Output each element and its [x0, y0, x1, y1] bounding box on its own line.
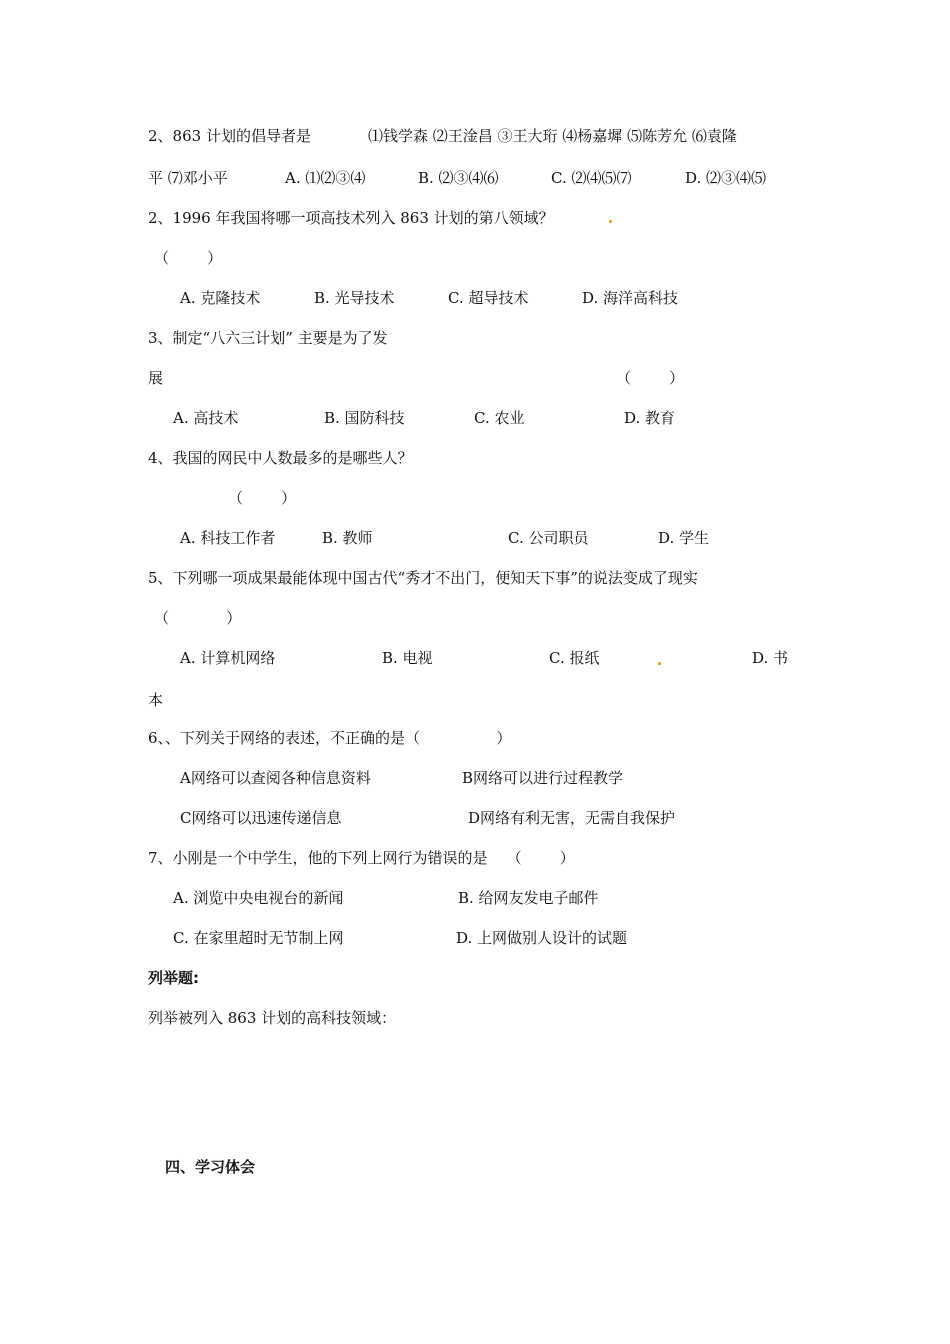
stray-dot — [609, 220, 612, 223]
q2b-option-c: C. 超导技术 — [448, 289, 529, 307]
q5-stem: 5、下列哪一项成果最能体现中国古代“秀才不出门，便知天下事”的说法变成了现实 — [148, 569, 698, 587]
q2b-paren: （ ） — [154, 249, 223, 267]
q4-option-b: B. 教师 — [322, 529, 373, 547]
q2a-option-b: B. ⑵③⑷⑹ — [418, 169, 499, 187]
q2b-option-d: D. 海洋高科技 — [582, 289, 679, 307]
q7-option-c: C. 在家里超时无节制上网 — [173, 929, 344, 947]
q5-paren: （ ） — [154, 609, 242, 627]
q6-option-a: A网络可以查阅各种信息资料 — [180, 769, 371, 787]
q6-option-b: B网络可以进行过程教学 — [462, 769, 624, 787]
q2a-option-d: D. ⑵③⑷⑸ — [685, 169, 767, 187]
q2b-option-a: A. 克隆技术 — [180, 289, 261, 307]
q3-option-d: D. 教育 — [624, 409, 676, 427]
q7-option-d: D. 上网做别人设计的试题 — [456, 929, 628, 947]
q4-option-a: A. 科技工作者 — [180, 529, 276, 547]
q7-stem: 7、小刚是一个中学生，他的下列上网行为错误的是 （ ） — [148, 849, 575, 867]
q5-option-d-cont: 本 — [148, 691, 164, 709]
q5-option-b: B. 电视 — [382, 649, 433, 667]
q2a-option-c: C. ⑵⑷⑸⑺ — [551, 169, 632, 187]
q5-option-c: C. 报纸 — [549, 649, 600, 667]
q6-option-d: D网络有利无害，无需自我保护 — [468, 809, 676, 827]
q3-cont: 展 — [148, 369, 164, 387]
q5-option-d: D. 书 — [752, 649, 789, 667]
q3-option-a: A. 高技术 — [173, 409, 239, 427]
q7-option-b: B. 给网友发电子邮件 — [458, 889, 599, 907]
q3-option-b: B. 国防科技 — [324, 409, 405, 427]
q2a-choices: ⑴钱学森 ⑵王淦昌 ③王大珩 ⑷杨嘉墀 ⑸陈芳允 ⑹袁隆 — [368, 127, 737, 145]
stray-dot — [658, 662, 661, 665]
q3-option-c: C. 农业 — [474, 409, 525, 427]
q7-option-a: A. 浏览中央电视台的新闻 — [173, 889, 344, 907]
q6-option-c: C网络可以迅速传递信息 — [180, 809, 342, 827]
q2b-option-b: B. 光导技术 — [314, 289, 395, 307]
q4-option-c: C. 公司职员 — [508, 529, 589, 547]
q2a-option-a: A. ⑴⑵③⑷ — [285, 169, 366, 187]
q4-paren: （ ） — [228, 489, 297, 507]
q5-option-a: A. 计算机网络 — [180, 649, 276, 667]
q4-stem: 4、我国的网民中人数最多的是哪些人？ — [148, 449, 413, 467]
enum-prompt: 列举被列入 863 计划的高科技领域： — [148, 1009, 397, 1027]
q2a-stem: 2、863 计划的倡导者是 — [148, 127, 311, 145]
section-4-heading: 四、学习体会 — [165, 1158, 256, 1176]
q4-option-d: D. 学生 — [658, 529, 710, 547]
q6-stem: 6、、下列关于网络的表述，不正确的是（ ） — [148, 729, 512, 747]
q2a-cont: 平 ⑺邓小平 — [148, 169, 228, 187]
q2b-stem: 2、1996 年我国将哪一项高技术列入 863 计划的第八领域？ — [148, 209, 554, 227]
q3-stem: 3、制定“八六三计划” 主要是为了发 — [148, 329, 388, 347]
enum-heading: 列举题: — [148, 969, 199, 987]
q3-paren: （ ） — [616, 369, 685, 387]
